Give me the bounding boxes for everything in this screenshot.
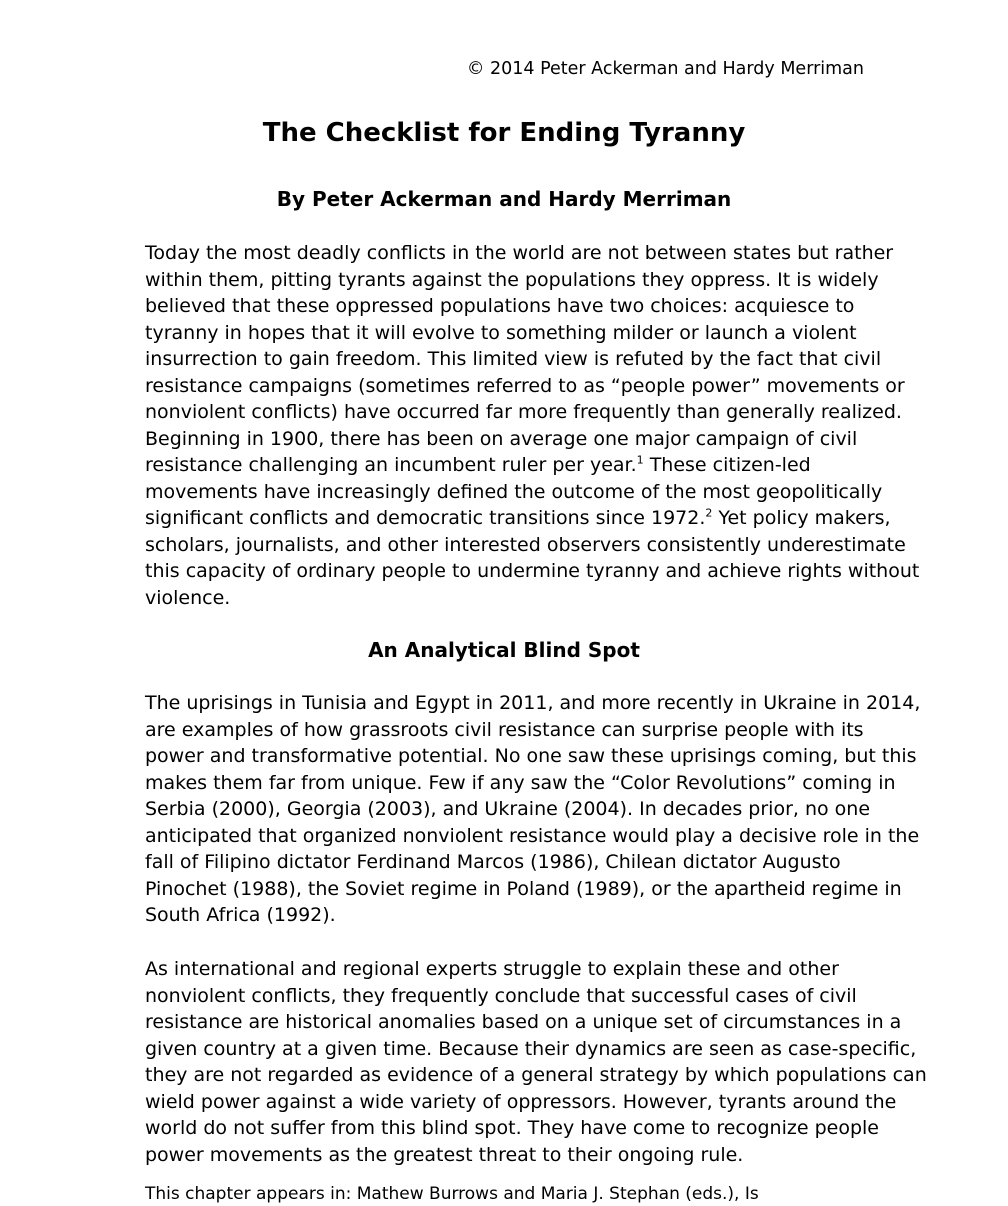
text-line: nonviolent conflicts, they frequently conclude that successful cases of civil [145, 984, 857, 1007]
publication-note: This chapter appears in: Mathew Burrows and Maria J. Stephan (eds.), Is [145, 1184, 759, 1204]
copyright-notice: © 2014 Peter Ackerman and Hardy Merriman [466, 59, 864, 79]
text-segment: resistance challenging an incumbent ruler per year. [145, 454, 637, 476]
text-line: anticipated that organized nonviolent resistance would play a decisive role in the [145, 824, 920, 847]
paragraph-intro [145, 240, 920, 611]
text-line: The uprisings in Tunisia and Egypt in 2011, and more recently in Ukraine in 2014, [145, 692, 921, 714]
text-line: fall of Filipino dictator Ferdinand Marcos (1986), Chilean dictator Augusto [145, 851, 841, 873]
paragraph-experts [145, 956, 927, 1168]
document-title: The Checklist for Ending Tyranny [262, 118, 746, 148]
text-line: Beginning in 1900, there has been on average one major campaign of civil [145, 427, 858, 450]
text-line: given country at a given time. Because their dynamics are seen as case-specific, [145, 1037, 917, 1060]
text-line: they are not regarded as evidence of a general strategy by which populations can [145, 1064, 927, 1086]
paragraph-uprisings [145, 690, 921, 929]
text-line: resistance are historical anomalies based on a unique set of circumstances in a [145, 1011, 902, 1033]
text-line: wield power against a wide variety of oppressors. However, tyrants around the [145, 1090, 897, 1113]
text-segment: significant conflicts and democratic transitions since 1972. [145, 507, 706, 529]
text-line: scholars, journalists, and other interested observers consistently underestimate [145, 533, 906, 556]
footnote-marker-1: 1 [636, 453, 644, 467]
text-line: Today the most deadly conflicts in the world are not between states but rather [145, 242, 894, 264]
text-line: this capacity of ordinary people to undermine tyranny and achieve rights without [145, 560, 920, 582]
text-line: makes them far from unique. Few if any saw the “Color Revolutions” coming in [145, 771, 896, 794]
author-byline: By Peter Ackerman and Hardy Merriman [276, 187, 732, 211]
text-line: are examples of how grassroots civil resistance can surprise people with its [145, 718, 864, 741]
text-line: within them, pitting tyrants against the populations they oppress. It is widely [145, 268, 879, 291]
footnote-marker-2: 2 [705, 506, 713, 520]
text-line [145, 505, 891, 532]
text-line: As international and regional experts struggle to explain these and other [145, 958, 839, 980]
text-line: movements have increasingly defined the outcome of the most geopolitically [145, 480, 883, 503]
text-line: violence. [145, 586, 231, 609]
text-line: believed that these oppressed populations have two choices: acquiesce to [145, 295, 855, 317]
text-line: power movements as the greatest threat to their ongoing rule. [145, 1143, 744, 1166]
section-heading: An Analytical Blind Spot [368, 638, 640, 662]
text-line: power and transformative potential. No one saw these uprisings coming, but this [145, 745, 917, 767]
text-line: nonviolent conflicts) have occurred far more frequently than generally realized. [145, 401, 902, 423]
text-line: world do not suffer from this blind spot. They have come to recognize people [145, 1117, 879, 1139]
text-segment: Yet policy makers, [712, 507, 891, 529]
text-line: South Africa (1992). [145, 904, 336, 926]
text-segment: These citizen-led [643, 454, 811, 476]
text-line: insurrection to gain freedom. This limited view is refuted by the fact that civil [145, 348, 882, 370]
text-line: Pinochet (1988), the Soviet regime in Poland (1989), or the apartheid regime in [145, 877, 902, 900]
text-line [145, 452, 875, 479]
text-line: resistance campaigns (sometimes referred to as “people power” movements or [145, 374, 905, 397]
text-line: tyranny in hopes that it will evolve to something milder or launch a violent [145, 321, 857, 344]
text-line: Serbia (2000), Georgia (2003), and Ukraine (2004). In decades prior, no one [145, 798, 871, 820]
